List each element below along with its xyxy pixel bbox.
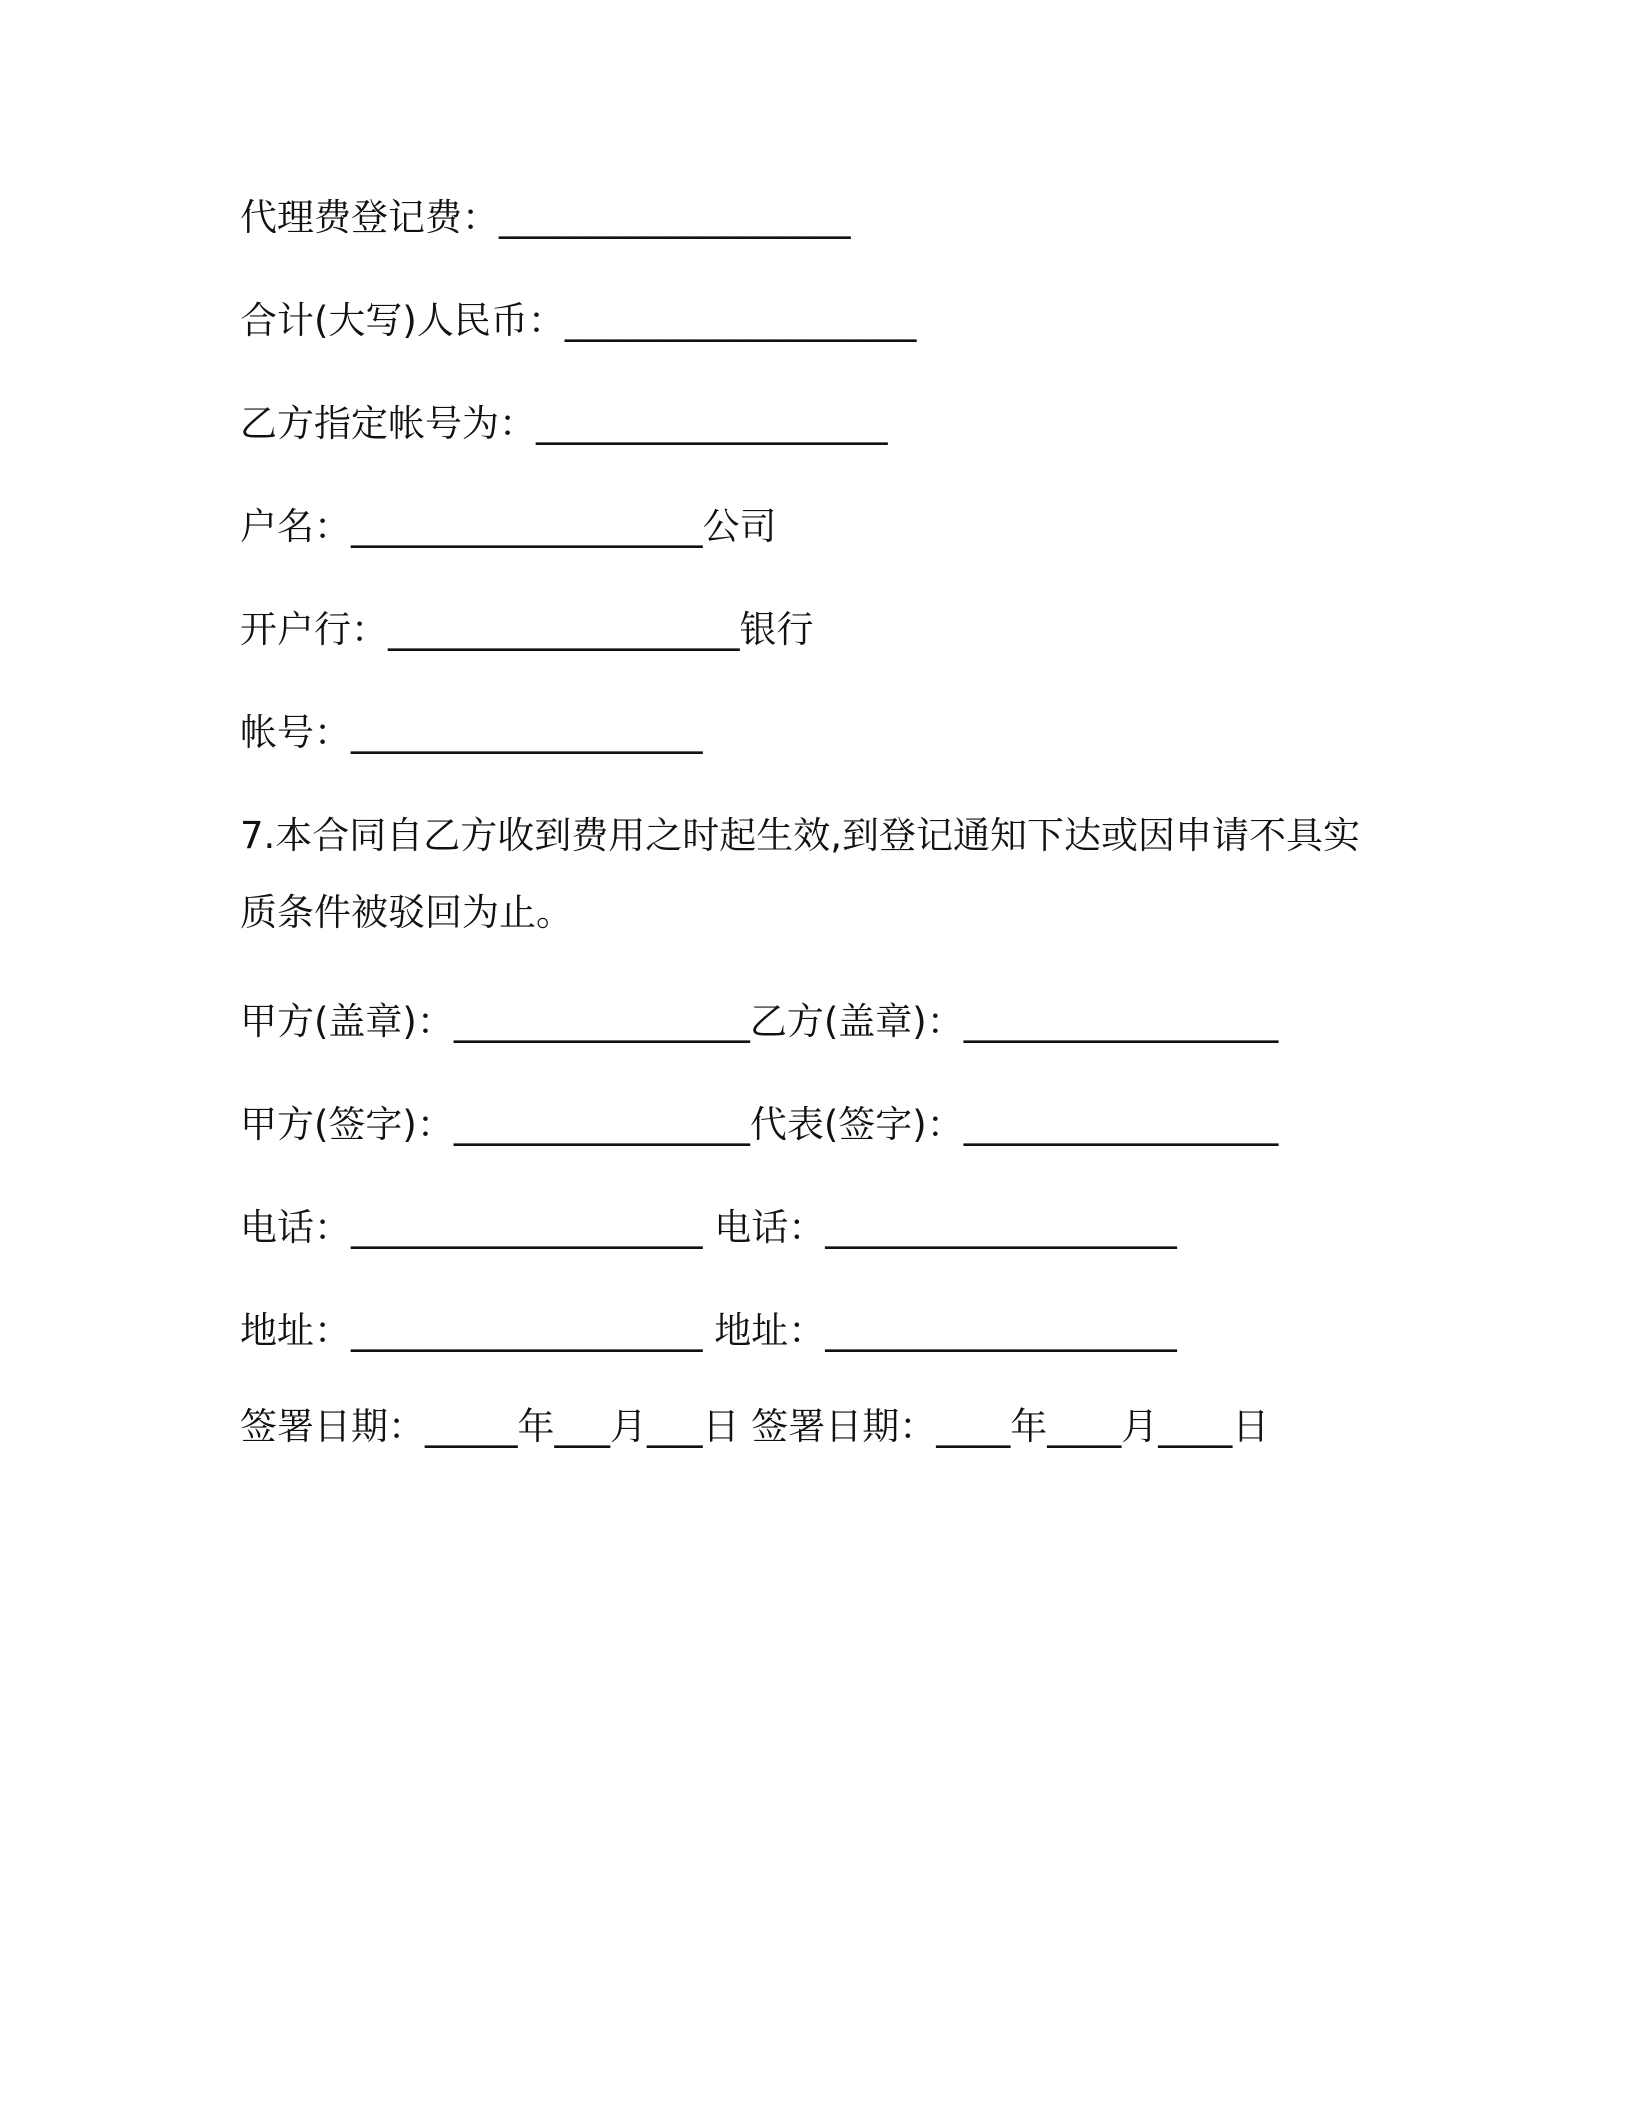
agency-registration-fee-line: 代理费登记费：___________________: [240, 196, 851, 239]
total-rmb-line: 合计(大写)人民币：___________________: [240, 299, 917, 342]
clause-7-line-1: 7.本合同自乙方收到费用之时起生效,到登记通知下达或因申请不具实: [240, 814, 1361, 857]
signing-date-line: 签署日期：_____年___月___日 签署日期：____年____月____日: [240, 1405, 1270, 1448]
account-name-line: 户名：___________________公司: [240, 505, 777, 548]
bank-line: 开户行：___________________银行: [240, 608, 814, 651]
clause-7-line-2: 质条件被驳回为止。: [240, 891, 573, 934]
designated-account-line: 乙方指定帐号为：___________________: [240, 402, 888, 445]
signature-line: 甲方(签字)：________________代表(签字)：_________________: [240, 1103, 1279, 1146]
address-line: 地址：___________________ 地址：___________________: [240, 1309, 1177, 1352]
seal-line: 甲方(盖章)：________________乙方(盖章)：_________________: [240, 1000, 1279, 1043]
phone-line: 电话：___________________ 电话：___________________: [240, 1206, 1177, 1249]
account-number-line: 帐号：___________________: [240, 711, 703, 754]
